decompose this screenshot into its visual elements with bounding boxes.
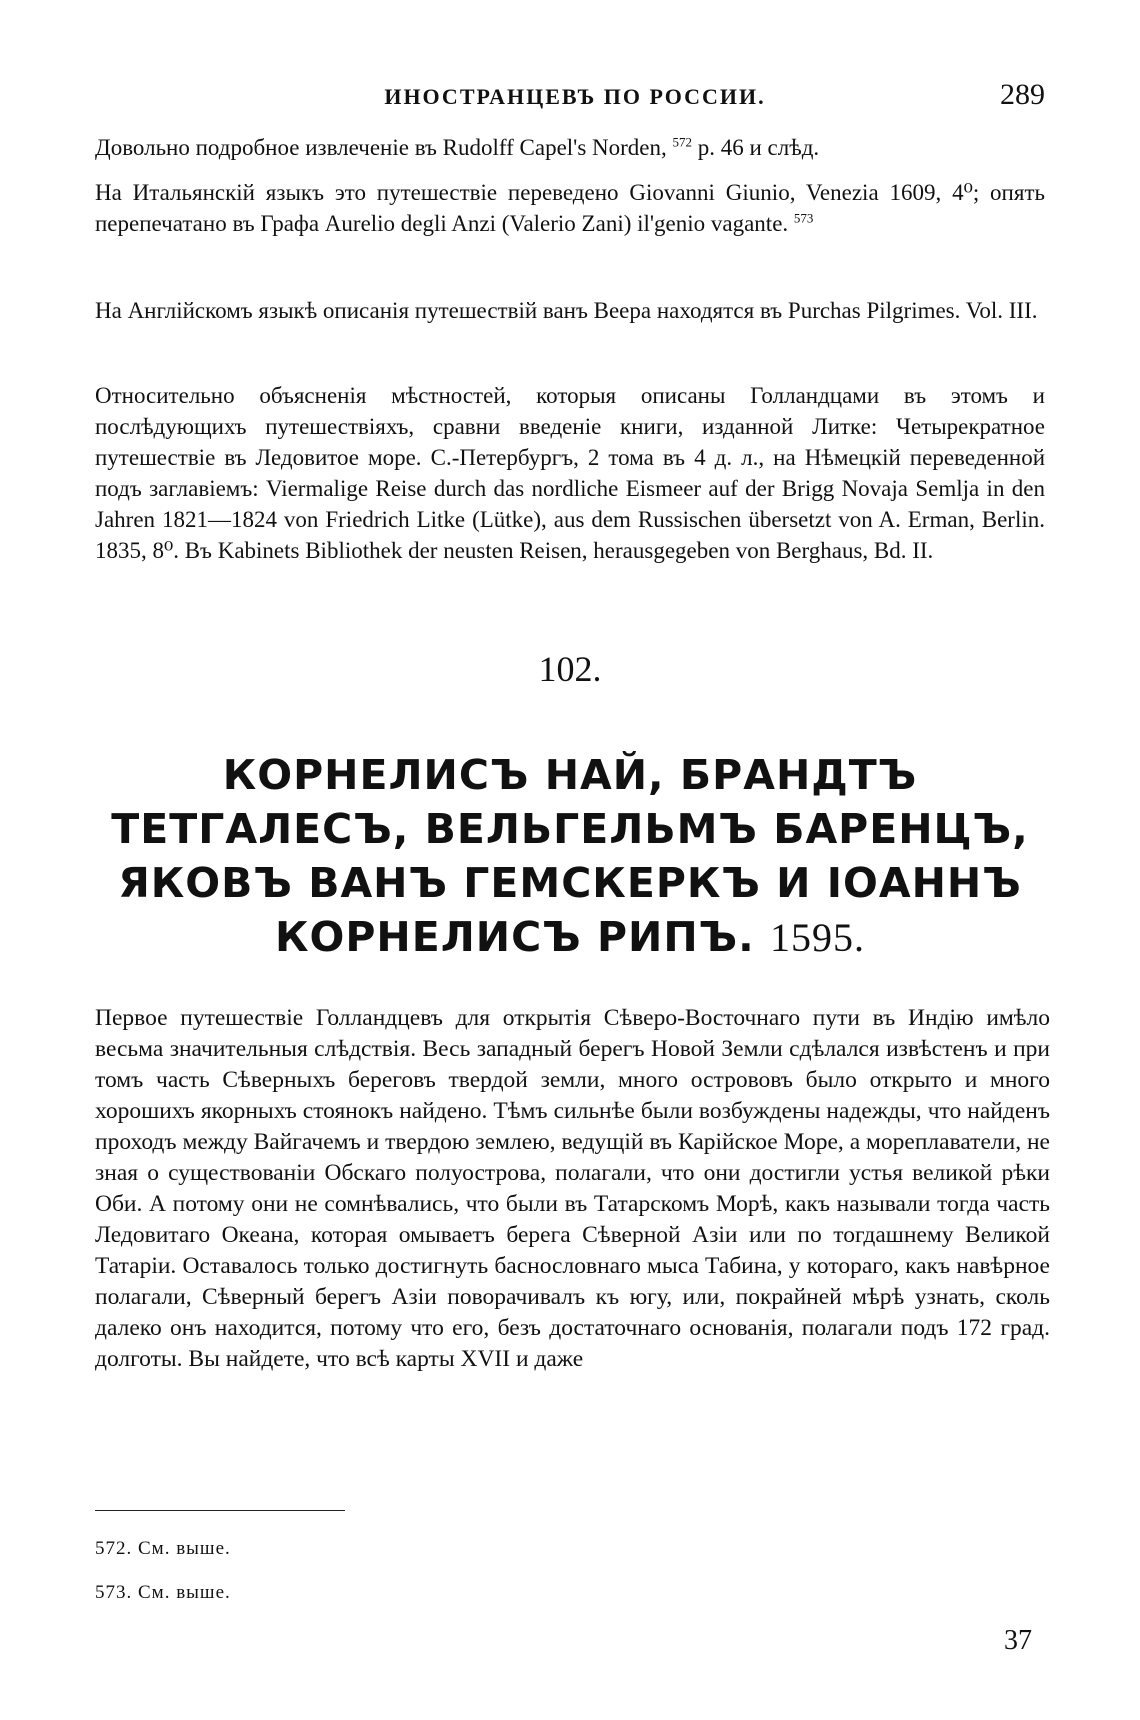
bibliography-paragraph: [95, 132, 1045, 163]
bibliography-paragraph: Относительно объясненія мѣстностей, которыя описаны Голландцами въ этомъ и послѣдующихъ путешествіяхъ, сравни введеніе книги, изданной Литке: Четырекратное путешествіе въ Ледовитое море. С.-Петербургъ, 2 тома въ 4 д. л., на Нѣмецкій переведенной подъ заглавіемъ: Viermalige Reise durch das nordliche Eismeer auf der Brigg Novaja Semlja in den Jahren 1821—1824 von Friedrich Litke (Lütke), aus dem Russischen übersetzt von A. Erman, Berlin. 1835, 8⁰. Въ Kabinets Bibliothek der neusten Reisen, herausgegeben von Berghaus, Bd. II.: [95, 383, 1045, 563]
chapter-title-year: 1595.: [770, 915, 866, 960]
body-paragraph: Первое путешествіе Голландцевъ для открытія Сѣверо-Восточнаго пути въ Индію имѣло весьма значительныя слѣдствія. Весь западный берегъ Новой Земли сдѣлался извѣстенъ и при томъ часть Сѣверныхъ береговъ твердой земли, много острововъ было открыто и много хорошихъ якорныхъ стоянокъ найдено. Тѣмъ сильнѣе были возбуждены надежды, что найденъ проходъ между Вайгачемъ и твердою землею, ведущій въ Карійское Море, а мореплаватели, не зная о существованіи Обскаго полуострова, полагали, что они достигли устья великой рѣки Оби. А потому они не сомнѣвались, что были въ Татарскомъ Морѣ, какъ называли тогда часть Ледовитаго Океана, которая омываетъ берега Сѣверной Азіи или по тогдашнему Великой Татаріи. Оставалось только достигнуть баснословнаго мыса Табина, у котораго, какъ навѣрное полагали, Сѣверный берегъ Азіи поворачивалъ къ югу, или, покрайней мѣрѣ узнать, сколь далеко онъ находится, потому что его, безъ достаточнаго основанія, полагали подъ 172 град. долготы. Вы найдете, что всѣ карты XVII и даже: [95, 1005, 1050, 1372]
bib-text: Довольно подробное извлеченіе въ Rudolff Capel's Norden,: [95, 135, 673, 160]
chapter-title-names: КОРНЕЛИСЪ НАЙ, БРАНДТЪ ТЕТГАЛЕСЪ, ВЕЛЬГЕЛЬМЪ БАРЕНЦЪ, ЯКОВЪ ВАНЪ ГЕМСКЕРКЪ И ІОАННЪ КОРНЕЛИСЪ РИПЪ.: [111, 751, 1029, 961]
footnote-ref: 572: [672, 134, 692, 150]
footnote-ref: 573: [793, 210, 814, 226]
bib-text: На Итальянскій языкъ это путешествіе переведено Giovanni Giunio, Venezia 1609, 4⁰; опять перепечатано въ Графа Aurelio degli Anzi (Valerio Zani) il'genio vagante.: [95, 180, 1045, 236]
running-head: [95, 78, 1055, 118]
section-number: 102.: [538, 649, 602, 689]
running-title: ИНОСТРАНЦЕВЪ ПО РОССИИ.: [384, 84, 766, 109]
chapter-title: [70, 748, 1070, 965]
bibliography-paragraph: [95, 177, 1045, 239]
bibliography-paragraph: На Англійскомъ языкѣ описанія путешествій ванъ Веера находятся въ Purchas Pilgrimes. Vol. III.: [95, 298, 1038, 323]
page-number: 289: [1000, 78, 1045, 111]
footnote: 572. См. выше.: [95, 1538, 231, 1559]
signature-mark: 37: [1004, 1625, 1032, 1656]
footnote-rule: [95, 1510, 345, 1511]
bib-text: p. 46 и слѣд.: [692, 135, 820, 160]
footnote: 573. См. выше.: [95, 1582, 231, 1603]
